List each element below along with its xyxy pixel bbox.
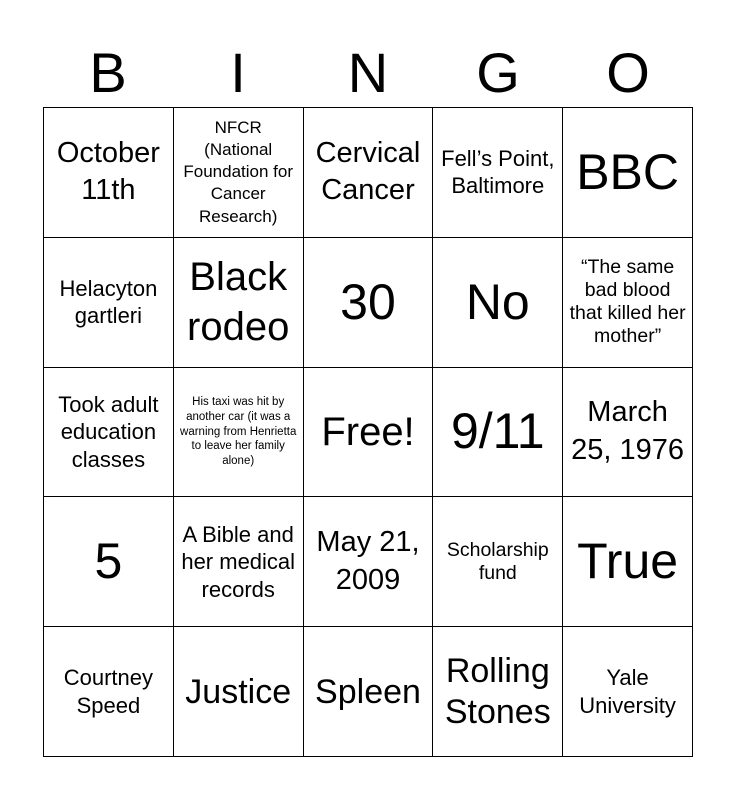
- bingo-cell-r2c2[interactable]: Black rodeo: [174, 238, 304, 368]
- bingo-cell-r4c2[interactable]: A Bible and her medical records: [174, 497, 304, 627]
- bingo-cell-r3c5[interactable]: March 25, 1976: [563, 368, 693, 498]
- bingo-cell-r5c4[interactable]: Rolling Stones: [433, 627, 563, 757]
- bingo-cell-r3c1[interactable]: Took adult education classes: [44, 368, 174, 498]
- bingo-cell-r3c4[interactable]: 9/11: [433, 368, 563, 498]
- bingo-cell-r5c3[interactable]: Spleen: [304, 627, 434, 757]
- bingo-cell-r4c1[interactable]: 5: [44, 497, 174, 627]
- bingo-cell-r2c5[interactable]: “The same bad blood that killed her mother”: [563, 238, 693, 368]
- bingo-card-grid: [43, 107, 693, 757]
- bingo-cell-r2c3[interactable]: 30: [304, 238, 434, 368]
- bingo-cell-r4c4[interactable]: Scholarship fund: [433, 497, 563, 627]
- header-letter-i: I: [230, 41, 246, 104]
- header-letter-o: O: [606, 41, 650, 104]
- bingo-cell-r1c3[interactable]: Cervical Cancer: [304, 108, 434, 238]
- bingo-cell-r2c1[interactable]: Helacyton gartleri: [44, 238, 174, 368]
- bingo-cell-r5c5[interactable]: Yale University: [563, 627, 693, 757]
- bingo-cell-r1c4[interactable]: Fell’s Point, Baltimore: [433, 108, 563, 238]
- bingo-cell-r5c1[interactable]: Courtney Speed: [44, 627, 174, 757]
- bingo-cell-r4c5[interactable]: True: [563, 497, 693, 627]
- bingo-cell-r2c4[interactable]: No: [433, 238, 563, 368]
- free-space-cell[interactable]: Free!: [304, 368, 434, 498]
- bingo-cell-r1c5[interactable]: BBC: [563, 108, 693, 238]
- bingo-cell-r5c2[interactable]: Justice: [174, 627, 304, 757]
- header-letter-g: G: [476, 41, 520, 104]
- bingo-cell-r1c1[interactable]: October 11th: [44, 108, 174, 238]
- bingo-header: [43, 40, 693, 106]
- header-letter-n: N: [347, 41, 389, 104]
- bingo-cell-r3c2[interactable]: His taxi was hit by another car (it was a warning from Henrietta to leave her family alone): [174, 368, 304, 498]
- bingo-cell-r1c2[interactable]: NFCR (National Foundation for Cancer Research): [174, 108, 304, 238]
- header-letter-b: B: [89, 41, 127, 104]
- bingo-cell-r4c3[interactable]: May 21, 2009: [304, 497, 434, 627]
